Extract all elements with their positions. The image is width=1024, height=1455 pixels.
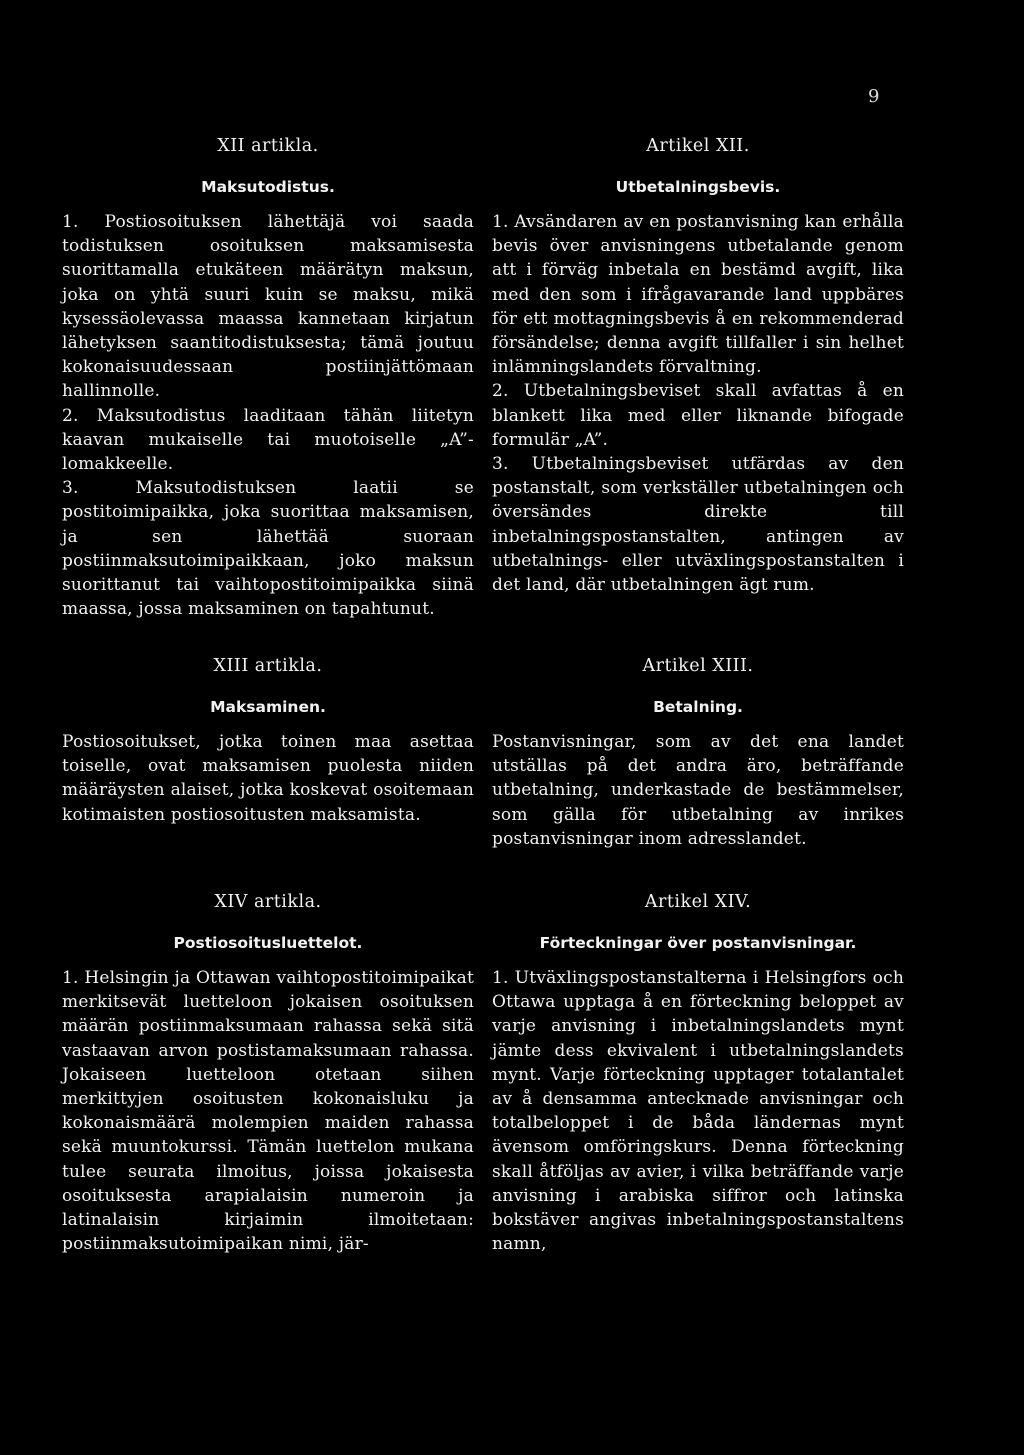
- article-xiv-sv: [492, 890, 904, 1256]
- article-heading: Betalning.: [653, 698, 743, 716]
- article-xiii-sv: [492, 654, 904, 890]
- finnish-column: [62, 134, 474, 1256]
- page-number: 9: [868, 86, 880, 107]
- article-heading: Postiosoitusluettelot.: [173, 934, 363, 952]
- article-xiv-fi: [62, 890, 474, 1256]
- article-heading: Utbetalningsbevis.: [615, 178, 781, 196]
- article-title: XIV artikla.: [214, 892, 322, 912]
- article-title: Artikel XIII.: [642, 656, 754, 676]
- paragraph: 1. Postiosoituksen lähettäjä voi saada todistuksen osoituksen maksamisesta suorittamalla etukäteen määrätyn maksun, joka on yhtä suuri kuin se maksu, mikä kysessäolevassa maassa kannetaan kirjatun lähetyksen saantitodistuksesta; tämä joutuu kokonaisuudessaan postiinjättömaan hallinnolle.: [62, 212, 474, 402]
- article-heading: Förteckningar över postanvisningar.: [539, 934, 857, 952]
- paragraph: Postiosoitukset, jotka toinen maa asettaa toiselle, ovat maksamisen puolesta niiden määräysten alaiset, jotka koskevat osoitemaan kotimaisten postiosoitusten maksamista.: [62, 732, 474, 825]
- paragraph: 1. Helsingin ja Ottawan vaihtopostitoimipaikat merkitsevät luetteloon jokaisen osoituksen määrän postiinmaksumaan rahassa sekä sitä vastaavan arvon postistamaksumaan rahassa. Jokaiseen luetteloon otetaan siihen merkittyjen osoitusten kokonaisluku ja kokonaismäärä molempien maiden rahassa sekä muuntokurssi. Tämän luettelon mukana tulee seurata ilmoitus, joissa jokaisesta osoituksesta arapialaisin numeroin ja latinalaisin kirjaimin ilmoitetaan: postiinmaksutoimipaikan nimi, jär-: [62, 968, 474, 1255]
- paragraph: 2. Utbetalningsbeviset skall avfattas å en blankett lika med eller liknande bifogade formulär „A”.: [492, 381, 904, 450]
- article-xii-sv: [492, 134, 904, 654]
- article-xii-fi: [62, 134, 474, 654]
- paragraph: 1. Avsändaren av en postanvisning kan erhålla bevis över anvisningens utbetalande genom att i förväg inbetala en bestämd avgift, lika med den som i ifrågavarande land uppbäres för ett mottagningsbevis å en rekommenderad försändelse; denna avgift tillfaller i sin helhet inlämningslandets förvaltning.: [492, 212, 904, 378]
- paragraph: Postanvisningar, som av det ena landet utställas på det andra äro, beträffande utbetalning, underkastade de bestämmelser, som gälla för utbetalning av inrikes postanvisningar inom adresslandet.: [492, 732, 904, 849]
- article-title: Artikel XII.: [646, 136, 750, 156]
- article-title: XIII artikla.: [213, 656, 323, 676]
- article-title: Artikel XIV.: [644, 892, 752, 912]
- paragraph: 3. Maksutodistuksen laatii se postitoimipaikka, joka suorittaa maksamisen, ja sen lähettää suoraan postiinmaksutoimipaikkaan, joko maksun suorittanut tai vaihtopostitoimipaikka siinä maassa, jossa maksaminen on tapahtunut.: [62, 478, 474, 620]
- paragraph: 2. Maksutodistus laaditaan tähän liitetyn kaavan mukaiselle tai muotoiselle „A”-lomakkeelle.: [62, 405, 474, 475]
- paragraph: 3. Utbetalningsbeviset utfärdas av den postanstalt, som verkställer utbetalningen och översändes direkte till inbetalningspostanstalten, antingen av utbetalnings- eller utväxlingspostanstalten i det land, där utbetalningen ägt rum.: [492, 454, 904, 596]
- swedish-column: [492, 134, 904, 1256]
- article-title: XII artikla.: [217, 136, 319, 156]
- article-heading: Maksaminen.: [210, 698, 326, 716]
- article-xiii-fi: [62, 654, 474, 890]
- article-heading: Maksutodistus.: [201, 178, 335, 196]
- paragraph: 1. Utväxlingspostanstalterna i Helsingfors och Ottawa upptaga å en förteckning beloppet av varje anvisning i inbetalningslandets mynt jämte dess ekvivalent i utbetalningslandets mynt. Varje förteckning upptager totalantalet av å densamma antecknade anvisningar och totalbeloppet i de båda ländernas mynt ävensom omföringskurs. Denna förteckning skall åtföljas av avier, i vilka beträffande varje anvisning i arabiska siffror och latinska bokstäver angivas inbetalningspostanstaltens namn,: [492, 968, 904, 1255]
